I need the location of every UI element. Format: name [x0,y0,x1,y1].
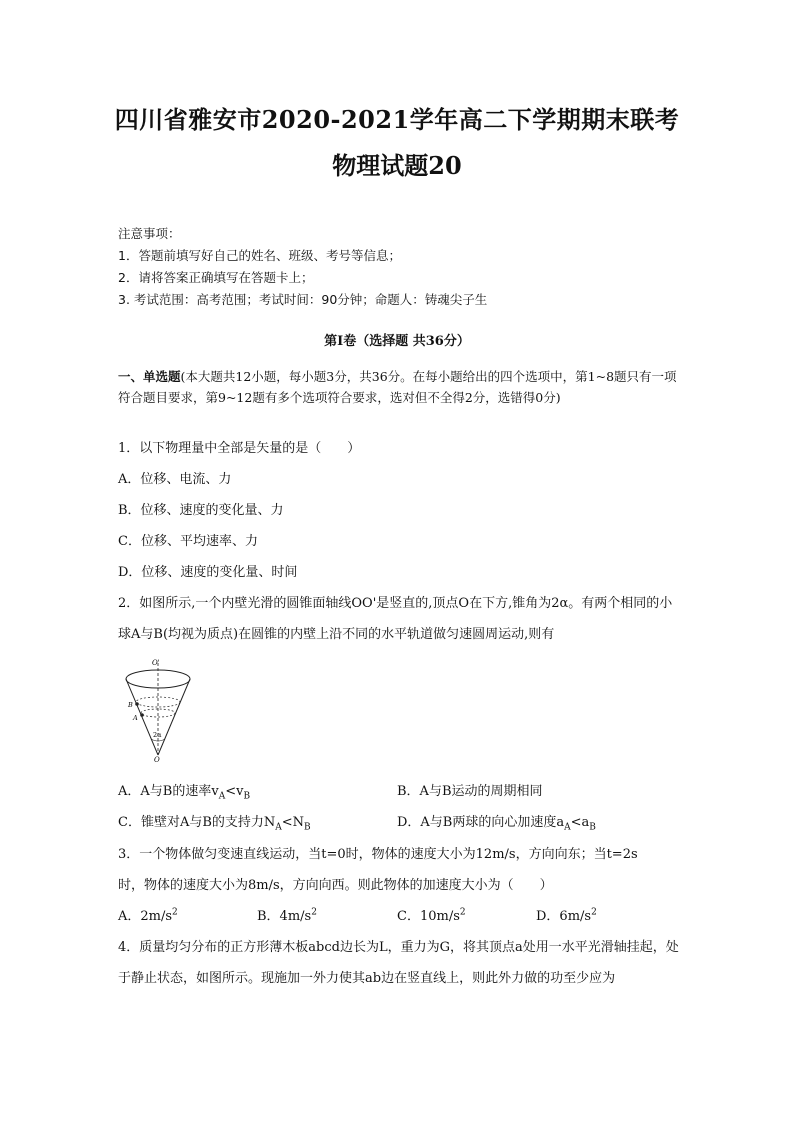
fig-label-b: B [128,701,133,709]
notes-item-1: 1．答题前填写好自己的姓名、班级、考号等信息； [118,248,401,263]
notes-item-3: 3. 考试范围：高考范围；考试时间：90分钟；命题人：铸魂尖子生 [118,292,488,307]
intro-text: (本大题共12小题，每小题3分，共36分。在每小题给出的四个选项中，第1~8题只有一项符合题目要求，第9~12题有多个选项符合要求，选对但不全得2分，选错得0分) [118,369,677,405]
notes-block [118,223,487,311]
q2-option-b: B．A与B运动的周期相同 [397,784,543,799]
page-title-line2: 物理试题20 [332,151,462,180]
q3-stem-line2: 时，物体的速度大小为8m/s，方向向西。则此物体的加速度大小为（ ） [118,878,553,893]
notes-heading: 注意事项： [118,226,181,241]
q1-stem: 1．以下物理量中全部是矢量的是（ ） [118,441,361,456]
q2-option-d: D．A与B两球的向心加速度$a_A<a_B$ [397,815,596,833]
q4-stem: 4．质量均匀分布的正方形薄木板abcd边长为L，重力为G，将其顶点a处用一水平光滑轴挂起，处于静止状态，如图所示。现施加一外力使其ab边在竖直线上，则此外力做的功至少应为 [118,940,679,986]
section-intro [118,366,683,408]
fig-label-top: O' [152,659,160,667]
intro-bold-lead: 一、单选题 [118,369,181,384]
q1-option-c: C．位移、平均速率、力 [118,534,258,549]
q3-option-a: A．$2m/s^2$ [118,907,178,924]
cone-figure [118,657,198,763]
q2-stem: 2．如图所示,一个内壁光滑的圆锥面轴线OO'是竖直的,顶点O在下方,锥角为2α。有两个相同的小球A与B(均视为质点)在圆锥的内壁上沿不同的水平轨道做匀速圆周运动,则有 [118,596,673,642]
q1-option-b: B．位移、速度的变化量、力 [118,503,284,518]
notes-item-2: 2．请将答案正确填写在答题卡上； [118,270,314,285]
q1-option-d: D．位移、速度的变化量、时间 [118,565,298,580]
fig-label-bottom: O [154,756,160,763]
q2-option-a: A．A与B的速率$v_A<v_B$ [118,784,251,802]
q3-option-b: B．$4m/s^2$ [257,907,317,924]
q1-option-a: A．位移、电流、力 [118,472,232,487]
page-title-line1: 四川省雅安市2020-2021学年高二下学期期末联考 [114,105,680,134]
q3-stem-line1: 3．一个物体做匀变速直线运动，当t=0时，物体的速度大小为12m/s，方向向东；当t=2s [118,847,638,862]
q3-option-d: D．$6m/s^2$ [536,907,597,924]
fig-label-angle: 2α [153,731,162,739]
q3-option-c: C．$10m/s^2$ [397,907,466,924]
fig-label-a: A [133,714,138,722]
section-title: 第I卷（选择题 共36分） [324,334,470,349]
q2-option-c: C．锥壁对A与B的支持力$N_A<N_B$ [118,815,311,833]
